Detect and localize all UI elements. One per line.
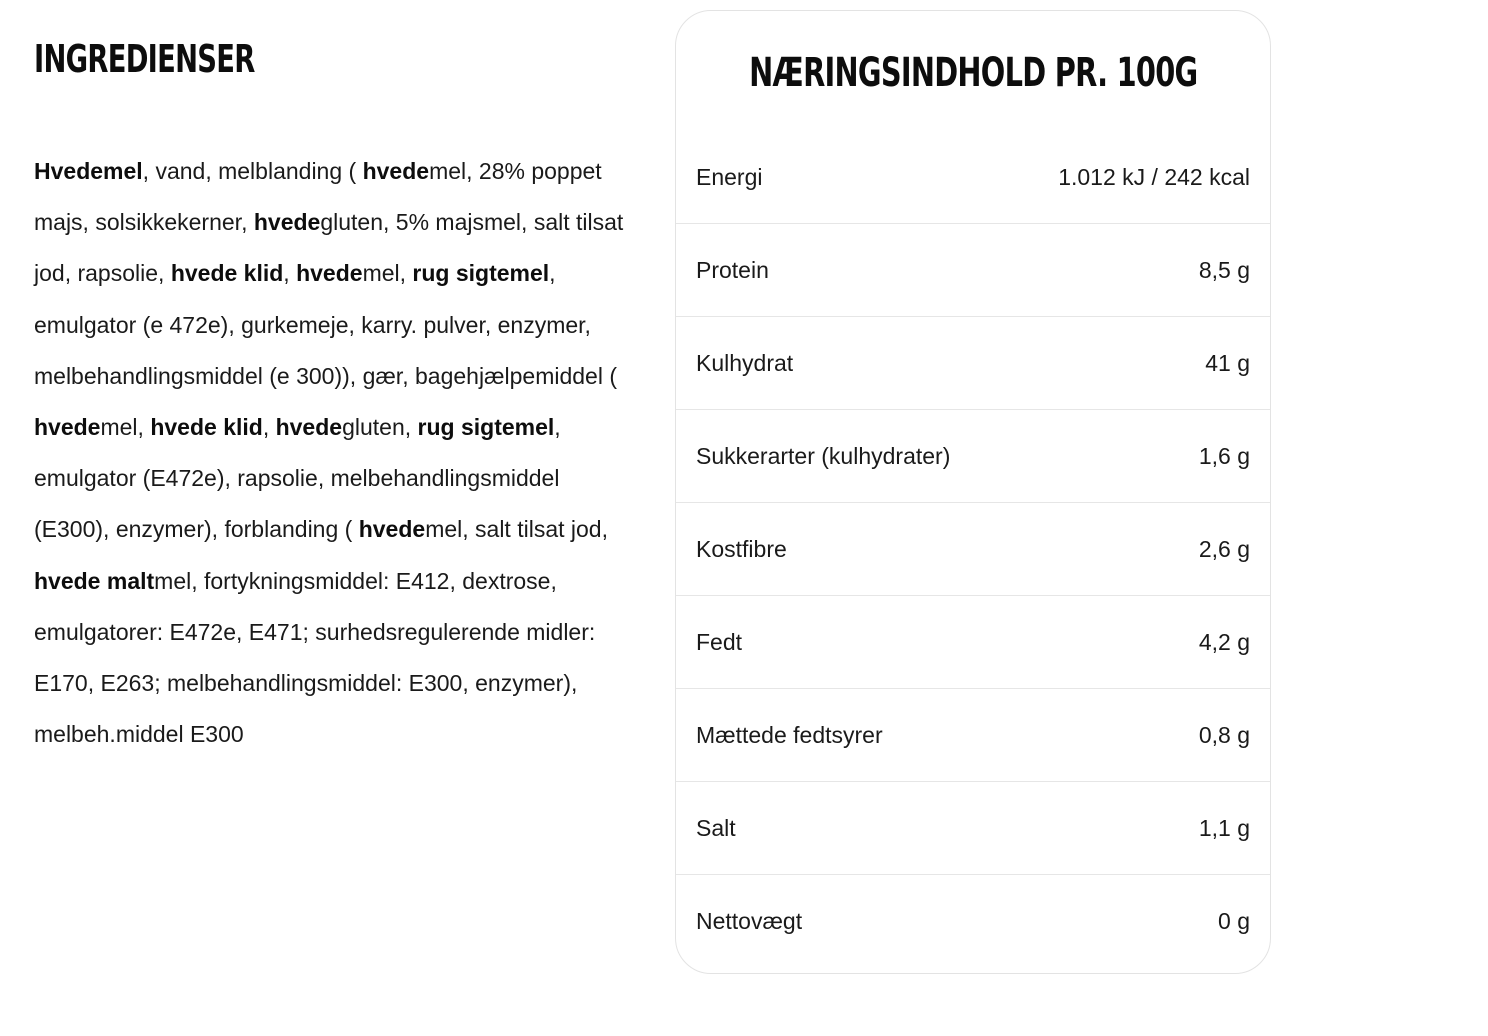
nutrition-card [675, 10, 1271, 974]
nutrition-row [676, 782, 1270, 875]
nutrition-title: NÆRINGSINDHOLD PR. 100G [748, 50, 1198, 96]
nutrition-label: Protein [696, 256, 769, 283]
ingredient-text-segment: gluten, [342, 414, 418, 441]
allergen-highlight: hvede klid [170, 260, 284, 287]
nutrition-label: Kulhydrat [696, 349, 794, 376]
nutrition-value: 1,1 g [1198, 814, 1250, 841]
nutrition-row [676, 503, 1270, 596]
allergen-highlight: hvede [296, 260, 363, 287]
ingredient-text-segment: mel, [362, 260, 413, 287]
allergen-highlight: hvede [358, 516, 426, 543]
ingredient-text-segment: mel, [100, 414, 151, 441]
nutrition-value: 8,5 g [1198, 256, 1250, 283]
allergen-highlight: hvede malt [34, 567, 155, 594]
nutrition-row [676, 224, 1270, 317]
nutrition-label: Mættede fedtsyrer [696, 721, 883, 748]
ingredient-text-segment: gluten, 5% majsmel, salt tilsat jod, rapsolie, [34, 209, 624, 287]
ingredient-text-segment: , [283, 260, 297, 287]
nutrition-row [676, 410, 1270, 503]
allergen-highlight: hvede [362, 158, 430, 184]
ingredients-title: INGREDIENSER [34, 37, 255, 81]
allergen-highlight: rug sigtemel [412, 260, 550, 287]
nutrition-row [676, 689, 1270, 782]
ingredient-text-segment: mel, salt tilsat jod, [425, 516, 608, 543]
nutrition-label: Salt [696, 814, 736, 841]
ingredients-section [34, 37, 624, 760]
nutrition-row [676, 317, 1270, 410]
nutrition-label: Kostfibre [696, 535, 787, 562]
nutrition-label: Fedt [696, 628, 743, 655]
ingredient-text-segment: , emulgator (e 472e), gurkemeje, karry. pulver, enzymer, melbehandlingsmiddel (e 300)), gær, bagehjælpemiddel ( [34, 260, 617, 389]
ingredient-text-segment: , emulgator (E472e), rapsolie, melbehandlingsmiddel (E300), enzymer), forblanding ( [34, 414, 561, 543]
allergen-highlight: hvede [275, 414, 343, 441]
ingredients-text [34, 146, 624, 760]
nutrition-label: Sukkerarter (kulhydrater) [696, 442, 951, 469]
ingredient-text-segment: , [262, 414, 276, 441]
allergen-highlight: Hvedemel [34, 158, 143, 184]
nutrition-header [676, 11, 1270, 131]
nutrition-label: Nettovægt [696, 908, 803, 934]
nutrition-row [676, 131, 1270, 224]
ingredient-text-segment: , vand, melblanding ( [142, 158, 363, 184]
allergen-highlight: hvede klid [150, 414, 263, 441]
nutrition-value: 2,6 g [1198, 535, 1250, 562]
ingredient-text-segment: mel, fortykningsmiddel: E412, dextrose, emulgatorer: E472e, E471; surhedsregulerende midler: E170, E263; melbehandlingsmiddel: E300, enzymer), melbeh.middel E300 [34, 567, 596, 748]
nutrition-value: 1,6 g [1198, 442, 1250, 469]
allergen-highlight: hvede [253, 209, 321, 236]
nutrition-table [676, 131, 1270, 968]
nutrition-value: 4,2 g [1198, 628, 1250, 655]
nutrition-label: Energi [696, 163, 763, 190]
nutrition-row [676, 596, 1270, 689]
ingredient-text-segment: mel, 28% poppet majs, solsikkekerner, [34, 158, 602, 236]
nutrition-value: 0 g [1218, 908, 1250, 934]
allergen-highlight: rug sigtemel [417, 414, 555, 441]
nutrition-value: 41 g [1205, 349, 1250, 376]
nutrition-value: 1.012 kJ / 242 kcal [1058, 163, 1250, 190]
nutrition-row [676, 875, 1270, 968]
nutrition-value: 0,8 g [1198, 721, 1250, 748]
allergen-highlight: hvede [34, 414, 101, 441]
